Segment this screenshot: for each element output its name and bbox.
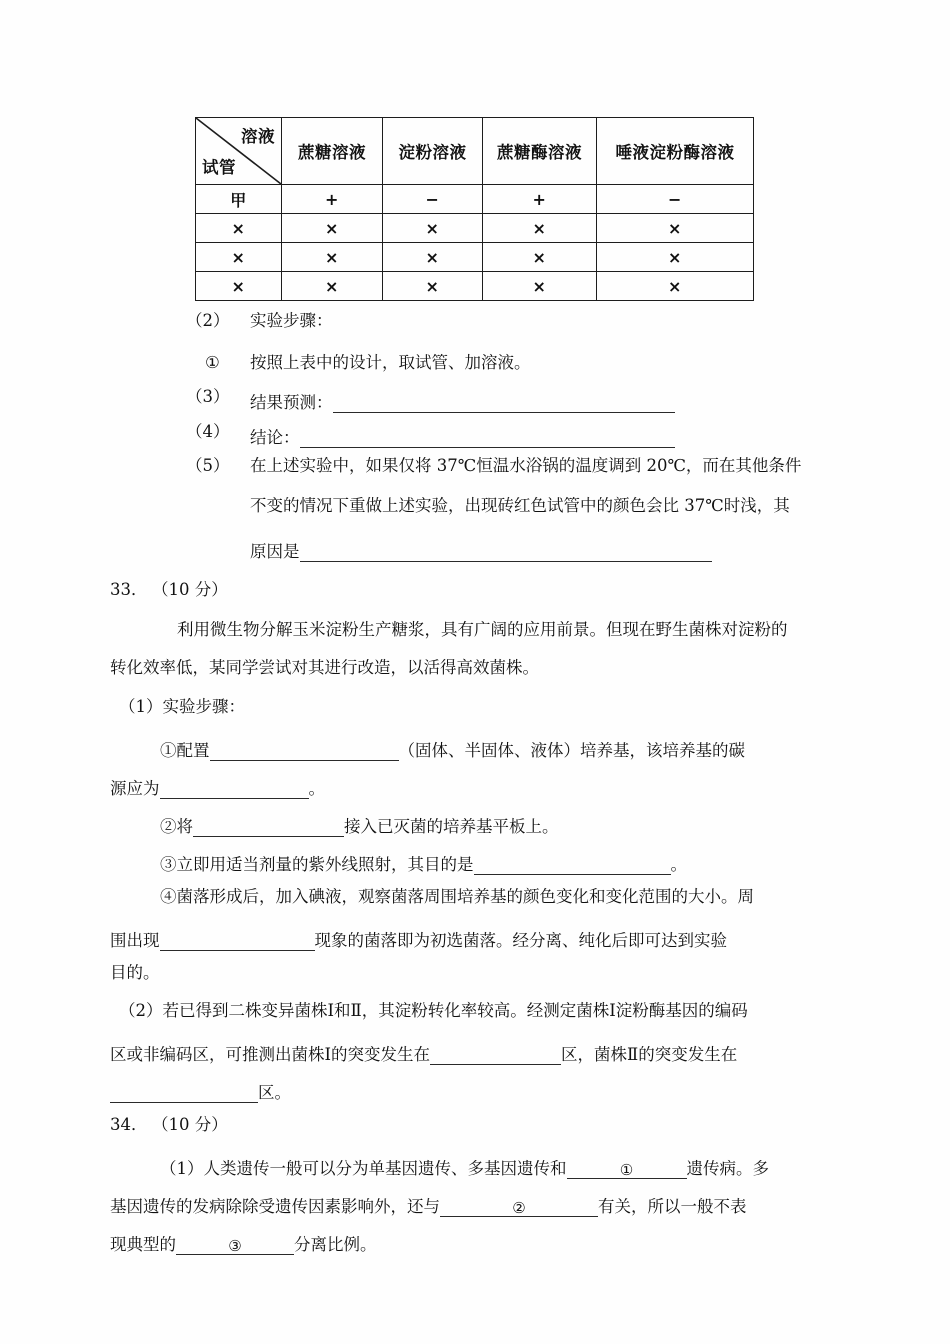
q33-number: 33． (110, 580, 148, 599)
q33-step1-mid: （固体、半固体、液体）培养基，该培养基的碳 (398, 741, 745, 760)
q33-intro-line1: 利用微生物分解玉米淀粉生产糖浆，具有广阔的应用前景。但现在野生菌株对淀粉的 (177, 620, 788, 639)
q34-part1-line1 (160, 1155, 769, 1179)
q33-step2-line (160, 813, 559, 837)
q34-score: （10 分） (152, 1115, 228, 1134)
table-cell: + (483, 185, 597, 214)
q32-item3-line (250, 389, 675, 413)
q33-part2-line2 (110, 1041, 737, 1065)
table-cell: × (383, 214, 483, 243)
q33-step3-prefix: ③立即用适当剂量的紫外线照射，其目的是 (160, 855, 474, 874)
table-cell: × (383, 243, 483, 272)
q32-item4-label: 结论： (250, 428, 300, 447)
q32-item5-line3 (250, 538, 712, 562)
table-row (196, 214, 754, 243)
answer-blank-q33-4[interactable] (160, 934, 315, 951)
q33-step4-line2-suffix: 现象的菌落即为初选菌落。经分离、纯化后即可达到实验 (314, 931, 727, 950)
q33-step4-line2-prefix: 围出现 (110, 931, 160, 950)
q32-item4-line (250, 424, 675, 448)
answer-blank-q32-3[interactable] (333, 396, 675, 413)
q33-step1-line2-prefix: 源应为 (110, 779, 160, 798)
q33-step2-suffix: 接入已灭菌的培养基平板上。 (344, 817, 559, 836)
table-col-header-3: 蔗糖酶溶液 (483, 118, 597, 185)
table-row (196, 272, 754, 301)
q33-step1-line2 (110, 775, 325, 799)
q34-line3-prefix: 现典型的 (110, 1235, 176, 1254)
answer-blank-q34-1[interactable]: ① (567, 1162, 687, 1179)
q34-part1-line3 (110, 1231, 377, 1255)
answer-blank-q32-5[interactable] (300, 545, 712, 562)
row-label: × (196, 243, 282, 272)
answer-blank-q33-1a[interactable] (210, 744, 399, 761)
table-cell: × (597, 214, 754, 243)
q34-number: 34． (110, 1115, 148, 1134)
q32-item2-label: 实验步骤： (250, 311, 333, 330)
q33-step1-line1 (160, 737, 745, 761)
q34-part1-line2 (110, 1193, 747, 1217)
q33-part1-label: （1）实验步骤： (119, 697, 245, 716)
q33-step4-line1: ④菌落形成后，加入碘液，观察菌落周围培养基的颜色变化和变化范围的大小。周 (160, 887, 754, 906)
table-cell: × (282, 272, 383, 301)
q33-step2-prefix: ②将 (160, 817, 193, 836)
row-label: × (196, 272, 282, 301)
q33-part2-prefix: 区或非编码区，可推测出菌株Ⅰ的突变发生在 (110, 1045, 431, 1064)
q34-line3-suffix: 分离比例。 (294, 1235, 377, 1254)
table (195, 117, 754, 301)
q33-step1-prefix: ①配置 (160, 741, 210, 760)
answer-blank-q33-1b[interactable] (160, 782, 309, 799)
q32-item5-number: （5） (186, 456, 230, 475)
experiment-design-table (195, 117, 753, 301)
q33-part2-line1: （2）若已得到二株变异菌株Ⅰ和Ⅱ，其淀粉转化率较高。经测定菌株Ⅰ淀粉酶基因的编码 (119, 1001, 748, 1020)
table-cell: × (597, 243, 754, 272)
table-cell: × (282, 214, 383, 243)
q33-part2-mid: 区，菌株Ⅱ的突变发生在 (561, 1045, 738, 1064)
q33-part2-line3 (110, 1079, 291, 1103)
q33-step1-line2-suffix: 。 (308, 779, 325, 798)
q33-intro-line2: 转化效率低，某同学尝试对其进行改造，以活得高效菌株。 (110, 658, 539, 677)
table-cell: + (282, 185, 383, 214)
q32-step1-number: ① (205, 353, 220, 372)
table-col-header-2: 淀粉溶液 (383, 118, 483, 185)
answer-blank-q32-4[interactable] (300, 431, 675, 448)
q34-line2-suffix: 有关，所以一般不表 (598, 1197, 747, 1216)
row-label: 甲 (196, 185, 282, 214)
table-cell: × (597, 272, 754, 301)
table-cell: × (483, 214, 597, 243)
answer-blank-q33-5b[interactable] (110, 1086, 258, 1103)
q32-item3-label: 结果预测： (250, 393, 333, 412)
table-row (196, 243, 754, 272)
q33-step4-line2 (110, 927, 727, 951)
table-corner-cell (196, 118, 282, 185)
answer-blank-q33-5a[interactable] (430, 1048, 561, 1065)
q32-item3-number: （3） (186, 387, 230, 406)
q33-step3-line (160, 851, 687, 875)
answer-blank-q34-2[interactable]: ② (440, 1200, 598, 1217)
q34-line2-prefix: 基因遗传的发病除除受遗传因素影响外，还与 (110, 1197, 440, 1216)
corner-label-solution: 溶液 (241, 127, 275, 146)
answer-blank-q33-2[interactable] (193, 820, 344, 837)
q32-item4-number: （4） (186, 422, 230, 441)
q33-step4-line3: 目的。 (110, 963, 160, 982)
q32-item5-prefix: 原因是 (250, 542, 300, 561)
answer-blank-q34-3[interactable]: ③ (176, 1238, 294, 1255)
q33-score: （10 分） (152, 580, 228, 599)
q33-part2-suffix: 区。 (258, 1083, 291, 1102)
table-cell: × (483, 243, 597, 272)
table-header-row (196, 118, 754, 185)
table-col-header-1: 蔗糖溶液 (282, 118, 383, 185)
table-cell: − (597, 185, 754, 214)
table-cell: × (282, 243, 383, 272)
q32-item5-line1: 在上述实验中，如果仅将 37℃恒温水浴锅的温度调到 20℃，而在其他条件 (250, 456, 802, 475)
row-label: × (196, 214, 282, 243)
q34-line1-suffix: 遗传病。多 (686, 1159, 769, 1178)
table-cell: − (383, 185, 483, 214)
corner-label-tube: 试管 (202, 158, 236, 177)
table-row (196, 185, 754, 214)
q33-step3-suffix: 。 (670, 855, 687, 874)
table-col-header-4: 唾液淀粉酶溶液 (597, 118, 754, 185)
q32-item2-number: （2） (186, 311, 230, 330)
table-cell: × (383, 272, 483, 301)
q34-line1-prefix: （1）人类遗传一般可以分为单基因遗传、多基因遗传和 (160, 1159, 567, 1178)
table-cell: × (483, 272, 597, 301)
answer-blank-q33-3[interactable] (474, 858, 671, 875)
q32-step1-text: 按照上表中的设计，取试管、加溶液。 (250, 353, 531, 372)
q32-item5-line2: 不变的情况下重做上述实验，出现砖红色试管中的颜色会比 37℃时浅，其 (250, 496, 790, 515)
